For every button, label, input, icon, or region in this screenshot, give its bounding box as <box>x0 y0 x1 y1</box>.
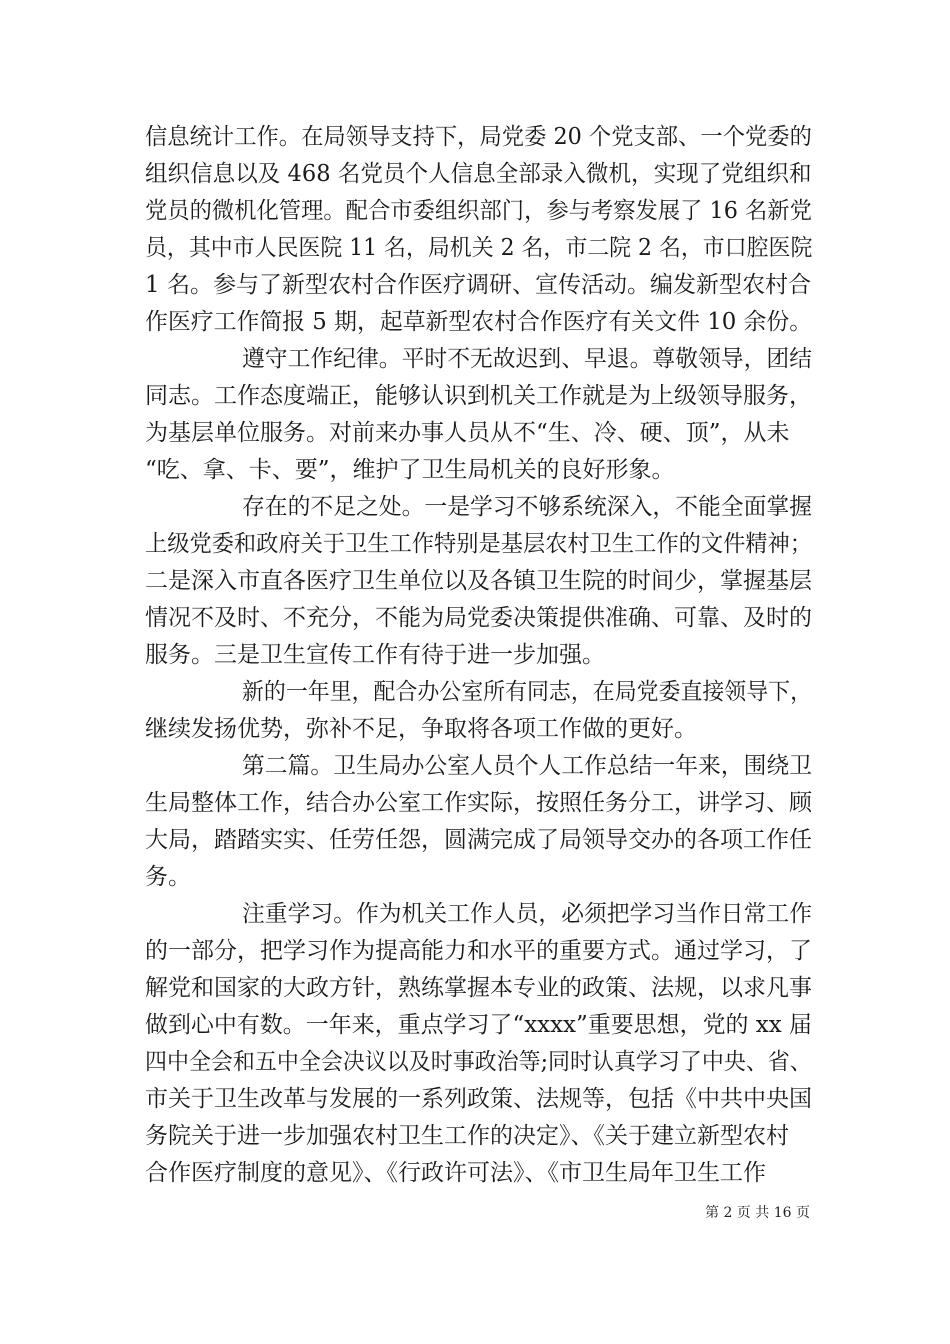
text-line: 的一部分，把学习作为提高能力和水平的重要方式。通过学习，了 <box>145 938 812 964</box>
text-line: 1 名。参与了新型农村合作医疗调研、宣传活动。编发新型农村合 <box>145 272 811 298</box>
text-line: 做到心中有数。一年来，重点学习了“xxxx”重要思想，党的 xx 届 <box>145 1012 812 1038</box>
text-line: 员，其中市人民医院 11 名，局机关 2 名，市二院 2 名，市口腔医院 <box>145 235 813 261</box>
paragraph-start-line: 遵守工作纪律。平时不无故迟到、早退。尊敬领导，团结 <box>242 346 812 372</box>
page-number-footer: 第 2 页 共 16 页 <box>705 1205 810 1221</box>
text-line: 二是深入市直各医疗卫生单位以及各镇卫生院的时间少，掌握基层 <box>145 568 812 594</box>
text-line: 同志。工作态度端正，能够认识到机关工作就是为上级领导服务， <box>145 383 812 409</box>
text-line: 组织信息以及 468 名党员个人信息全部录入微机，实现了党组织和 <box>145 161 812 187</box>
text-line: 大局，踏踏实实、任劳任怨，圆满完成了局领导交办的各项工作任 <box>145 827 812 853</box>
paragraph-start-line: 注重学习。作为机关工作人员，必须把学习当作日常工作 <box>242 901 812 927</box>
text-line: 作医疗工作简报 5 期，起草新型农村合作医疗有关文件 10 余份。 <box>145 309 813 335</box>
paragraph-start-line: 存在的不足之处。一是学习不够系统深入，不能全面掌握 <box>242 494 812 520</box>
paragraph-start-line: 新的一年里，配合办公室所有同志，在局党委直接领导下， <box>242 679 812 705</box>
text-line: 市关于卫生改革与发展的一系列政策、法规等，包括《中共中央国 <box>145 1086 812 1112</box>
text-line: 务。 <box>145 864 191 890</box>
text-line: 四中全会和五中全会决议以及时事政治等;同时认真学习了中央、省、 <box>145 1049 812 1075</box>
text-line: 情况不及时、不充分，不能为局党委决策提供准确、可靠、及时的 <box>145 605 812 631</box>
text-line: 务院关于进一步加强农村卫生工作的决定》、《关于建立新型农村 <box>145 1123 789 1149</box>
text-line: 继续发扬优势，弥补不足，争取将各项工作做的更好。 <box>145 716 697 742</box>
text-line: 合作医疗制度的意见》、《行政许可法》、《市卫生局年卫生工作 <box>145 1160 766 1186</box>
text-line: 信息统计工作。在局领导支持下，局党委 20 个党支部、一个党委的 <box>145 124 812 150</box>
text-line: “吃、拿、卡、要”，维护了卫生局机关的良好形象。 <box>145 457 675 483</box>
text-line: 生局整体工作，结合办公室工作实际，按照任务分工，讲学习、顾 <box>145 790 812 816</box>
paragraph-start-line: 第二篇。卫生局办公室人员个人工作总结一年来，围绕卫 <box>242 753 812 779</box>
text-line: 党员的微机化管理。配合市委组织部门，参与考察发展了 16 名新党 <box>145 198 812 224</box>
text-line: 解党和国家的大政方针，熟练掌握本专业的政策、法规，以求凡事 <box>145 975 812 1001</box>
text-line: 上级党委和政府关于卫生工作特别是基层农村卫生工作的文件精神； <box>145 531 812 557</box>
text-line: 为基层单位服务。对前来办事人员从不“生、冷、硬、顶”，从未 <box>145 420 790 446</box>
text-line: 服务。三是卫生宣传工作有待于进一步加强。 <box>145 642 605 668</box>
